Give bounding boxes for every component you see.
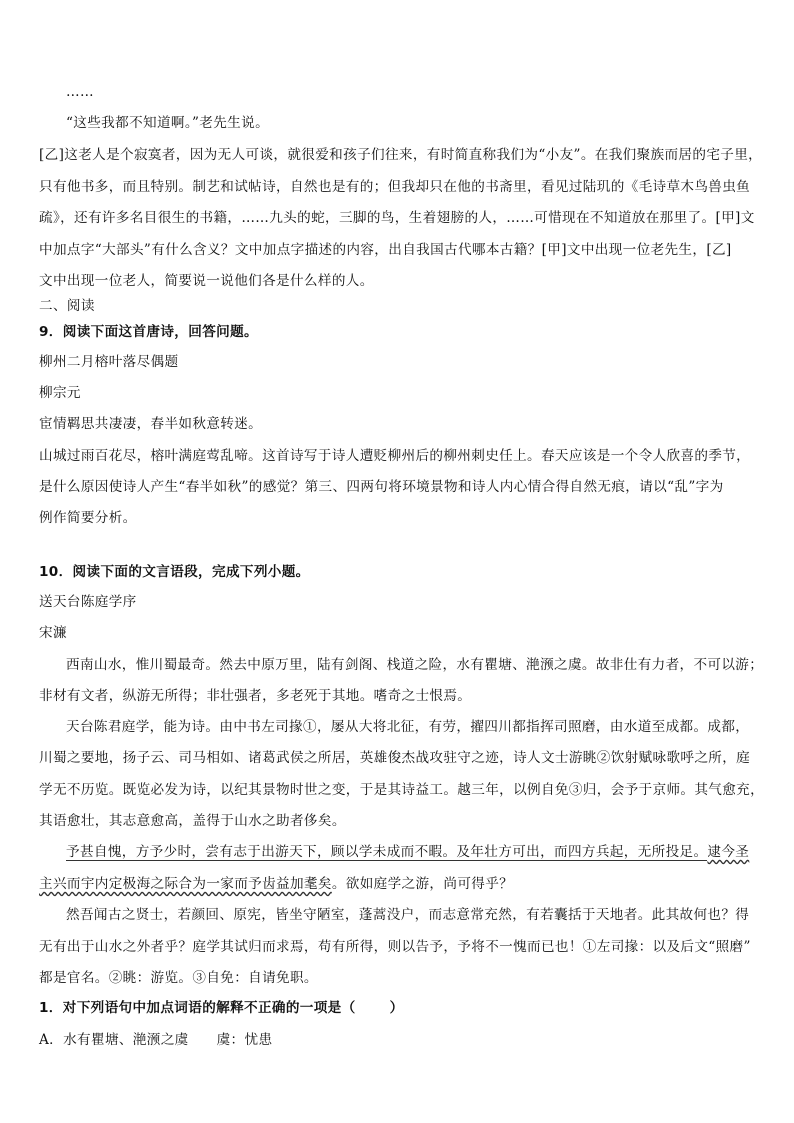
essay-title: 送天台陈庭学序 xyxy=(39,594,137,610)
ellipsis-line: …… xyxy=(66,84,94,100)
text-line: 其语愈壮，其志意愈高，盖得于山水之助者侈矣。 xyxy=(39,813,346,829)
text-line: 非材有文者，纵游无所得；非壮强者，多老死于其地。嗜奇之士恨焉。 xyxy=(39,688,472,704)
text-line xyxy=(66,842,759,862)
option-a-explanation: 虞：忧患 xyxy=(216,1032,273,1048)
section-heading: 二、阅读 xyxy=(39,298,95,314)
wavy-underlined-sentence: 主兴而宇内定极海之际合为一家而予齿益加耄矣 xyxy=(39,876,332,892)
text-line: 是什么原因使诗人产生“春半如秋”的感觉？第三、四两句将环境景物和诗人内心情合得自然无痕，请以“乱”字为 xyxy=(39,479,724,495)
poem-line: 宦情羁思共凄凄，春半如秋意转迷。 xyxy=(39,416,263,432)
question-9: 9．阅读下面这首唐诗，回答问题。 xyxy=(39,324,258,340)
sub-question-text: 1．对下列语句中加点词语的解释不正确的一项是（ xyxy=(39,1000,356,1016)
text-line: 然吾闻古之贤士，若颜回、原宪，皆坐守陋室，蓬蒿没户，而志意常充然，有若囊括于天地者。此其故何也？得 xyxy=(66,907,750,923)
option-a-text: A．水有瞿塘、滟滪之虞 xyxy=(39,1032,189,1048)
text-line: 天台陈君庭学，能为诗。由中书左司掾①，屡从大将北征，有劳，擢四川都指挥司照磨，由水道至成都。成都， xyxy=(66,719,750,735)
text-line xyxy=(39,874,759,894)
question-10: 10．阅读下面的文言语段，完成下列小题。 xyxy=(39,564,310,580)
text-line: 川蜀之要地，扬子云、司马相如、诸葛武侯之所居，英雄俊杰战攻驻守之迹，诗人文士游眺②饮射赋咏歌呼之所，庭 xyxy=(39,750,751,766)
text-line: 中加点字“大部头”有什么含义？文中加点字描述的内容，出自我国古代哪本古籍？[甲]文中出现一位老先生，[乙] xyxy=(39,242,732,258)
poem-author: 柳宗元 xyxy=(39,385,81,401)
poem-title: 柳州二月榕叶落尽偶题 xyxy=(39,354,179,370)
underlined-sentence: 予甚自愧，方予少时，尝有志于出游天下，顾以学未成而不暇。及年壮方可出，而四方兵起，无所投足。 xyxy=(66,844,708,860)
text-line: “这些我都不知道啊。”老先生说。 xyxy=(66,115,270,131)
text-line: 无有出于山水之外者乎？庭学其试归而求焉，苟有所得，则以告予，予将不一愧而已也！①左司掾：以及后文“照磨” xyxy=(39,939,751,955)
text-line: 学无不历览。既览必发为诗，以纪其景物时世之变，于是其诗益工。越三年，以例自免③归，会予于京师。其气愈充， xyxy=(39,782,765,798)
text-line: 文中出现一位老人，简要说一说他们各是什么样的人。 xyxy=(39,273,374,289)
text-line: [乙]这老人是个寂寞者，因为无人可谈，就很爱和孩子们往来，有时简直称我们为“小友”。在我们聚族而居的宅子里， xyxy=(39,147,763,163)
essay-author: 宋濂 xyxy=(39,625,67,641)
footnote-line: 都是官名。②眺：游览。③自免：自请免职。 xyxy=(39,970,318,986)
sub-question-1 xyxy=(39,998,759,1018)
text-line: 例作简要分析。 xyxy=(39,510,137,526)
text-fragment: 。欲如庭学之游，尚可得乎？ xyxy=(331,876,514,892)
text-line: 只有他书多，而且特别。制艺和试帖诗，自然也是有的；但我却只在他的书斋里，看见过陆玑的《毛诗草木鸟兽虫鱼 xyxy=(39,179,751,195)
option-a xyxy=(39,1030,759,1050)
text-line: 山城过雨百花尽，榕叶满庭莺乱啼。这首诗写于诗人遭贬柳州后的柳州刺史任上。春天应该是一个令人欣喜的季节， xyxy=(39,448,751,464)
text-line: 西南山水，惟川蜀最奇。然去中原万里，陆有剑阁、栈道之险，水有瞿塘、滟滪之虞。故非仕有力者，不可以游； xyxy=(66,657,764,673)
wavy-underlined-sentence: 逮今圣 xyxy=(707,844,750,860)
text-line: 疏》，还有许多名目很生的书籍，……九头的蛇，三脚的鸟，生着翅膀的人，……可惜现在不知道放在那里了。[甲]文 xyxy=(39,210,755,226)
sub-question-paren: ） xyxy=(389,1000,404,1016)
